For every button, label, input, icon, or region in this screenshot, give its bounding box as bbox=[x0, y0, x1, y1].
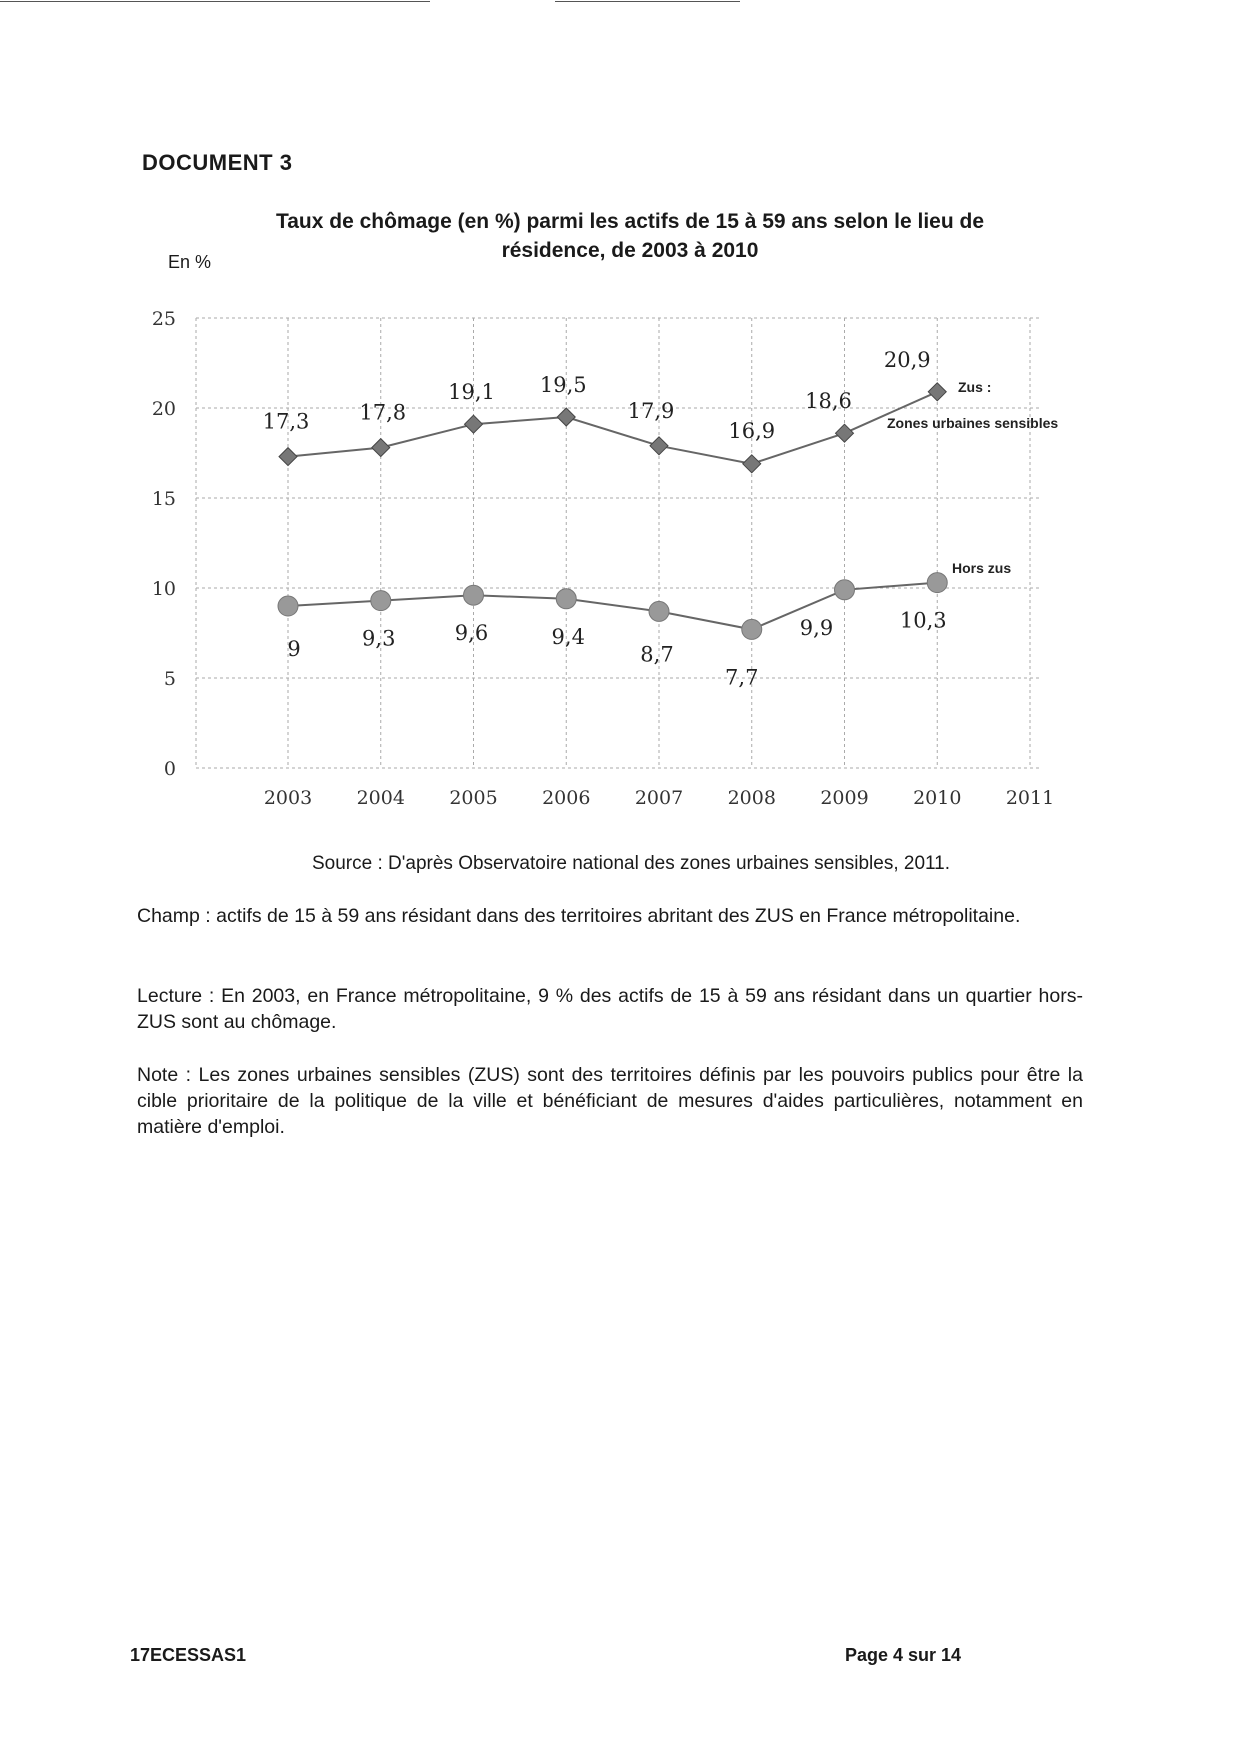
data-label-hors-zus: 9,3 bbox=[362, 626, 396, 651]
y-axis-unit: En % bbox=[168, 252, 212, 272]
y-tick-label: 25 bbox=[151, 308, 176, 330]
data-label-zus: 17,9 bbox=[627, 398, 675, 423]
data-point-zus bbox=[650, 437, 668, 455]
x-tick-label: 2010 bbox=[913, 787, 962, 809]
data-point-zus bbox=[743, 455, 761, 473]
legend-hors-zus: Hors zus bbox=[952, 560, 1012, 576]
data-label-zus: 19,5 bbox=[539, 373, 587, 397]
data-point-zus bbox=[557, 408, 575, 426]
x-tick-label: 2009 bbox=[820, 787, 869, 809]
x-tick-label: 2007 bbox=[634, 787, 684, 809]
data-point-hors-zus bbox=[464, 585, 484, 605]
data-label-zus: 16,9 bbox=[728, 418, 776, 443]
y-tick-label: 10 bbox=[151, 578, 176, 600]
x-tick-label: 2008 bbox=[727, 787, 776, 809]
data-label-hors-zus: 9,4 bbox=[551, 624, 585, 649]
data-point-zus bbox=[279, 448, 297, 466]
data-point-hors-zus bbox=[927, 573, 947, 593]
data-label-hors-zus: 7,7 bbox=[725, 665, 759, 690]
data-point-hors-zus bbox=[371, 591, 391, 611]
data-point-hors-zus bbox=[649, 601, 669, 621]
x-tick-label: 2011 bbox=[1005, 787, 1055, 809]
data-label-zus: 19,1 bbox=[448, 380, 495, 405]
y-tick-label: 5 bbox=[163, 668, 176, 690]
document-heading: DOCUMENT 3 bbox=[142, 150, 293, 175]
data-point-zus bbox=[928, 383, 946, 401]
data-point-hors-zus bbox=[835, 580, 855, 600]
chart-title-line-2: résidence, de 2003 à 2010 bbox=[501, 239, 759, 262]
y-tick-label: 0 bbox=[163, 758, 176, 780]
y-tick-label: 15 bbox=[151, 488, 176, 510]
unemployment-line-chart bbox=[0, 0, 1240, 840]
x-tick-label: 2006 bbox=[542, 787, 591, 809]
x-tick-label: 2004 bbox=[356, 787, 405, 809]
data-point-zus bbox=[465, 415, 483, 433]
data-point-hors-zus bbox=[742, 619, 762, 639]
data-label-zus: 17,8 bbox=[359, 400, 407, 425]
x-tick-label: 2003 bbox=[263, 787, 313, 809]
data-point-zus bbox=[836, 424, 854, 442]
source-note: Source : D'après Observatoire national des zones urbaines sensibles, 2011. bbox=[312, 853, 951, 874]
legend-zus-line-2: Zones urbaines sensibles bbox=[887, 415, 1059, 431]
data-label-hors-zus: 9,6 bbox=[454, 621, 489, 646]
legend-zus-line-1: Zus : bbox=[958, 379, 992, 395]
data-point-hors-zus bbox=[556, 589, 576, 609]
x-tick-label: 2005 bbox=[449, 787, 498, 809]
champ-paragraph: Champ : actifs de 15 à 59 ans résidant dans des territoires abritant des ZUS en France métropolitaine. bbox=[137, 905, 1021, 927]
data-label-hors-zus: 9 bbox=[287, 637, 301, 661]
data-label-hors-zus: 10,3 bbox=[899, 608, 947, 633]
lecture-paragraph: Lecture : En 2003, en France métropolitaine, 9 % des actifs de 15 à 59 ans résidant dans un quartier hors-ZUS sont au chômage. bbox=[137, 985, 1083, 1033]
chart-title-line-1: Taux de chômage (en %) parmi les actifs de 15 à 59 ans selon le lieu de bbox=[275, 210, 985, 233]
data-label-zus: 20,9 bbox=[883, 347, 931, 372]
note-paragraph: Note : Les zones urbaines sensibles (ZUS) sont des territoires définis par les pouvoirs publics pour être la cible prioritaire de la politique de la ville et bénéficiant de mesures d'aides particulières, notamment en matière d'emploi. bbox=[137, 1064, 1083, 1138]
data-label-hors-zus: 9,9 bbox=[799, 615, 834, 640]
data-label-zus: 17,3 bbox=[262, 409, 310, 434]
data-point-hors-zus bbox=[278, 596, 298, 616]
y-tick-label: 20 bbox=[151, 398, 176, 420]
data-point-zus bbox=[372, 439, 390, 457]
footer-page-number: Page 4 sur 14 bbox=[845, 1645, 962, 1665]
footer-code: 17ECESSAS1 bbox=[130, 1645, 247, 1665]
data-label-zus: 18,6 bbox=[805, 389, 852, 414]
data-label-hors-zus: 8,7 bbox=[640, 642, 674, 667]
